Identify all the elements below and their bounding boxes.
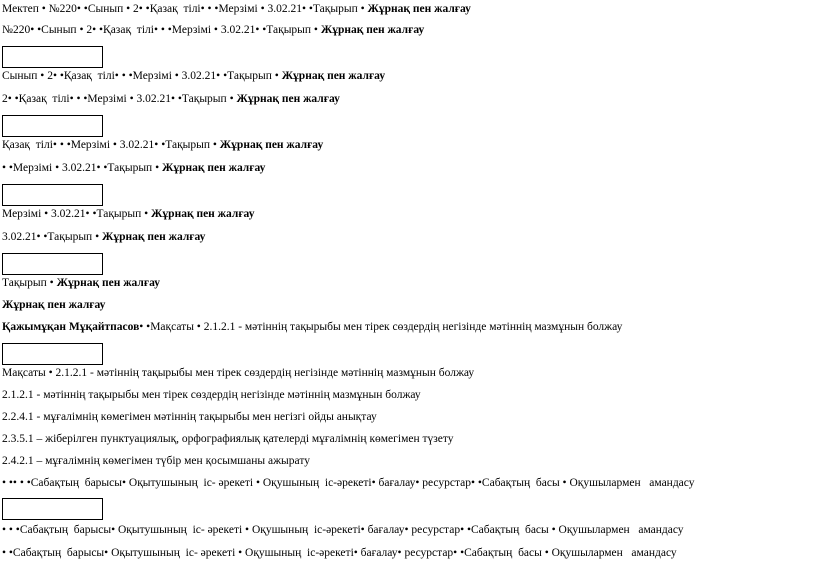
text-line-5 — [2, 138, 323, 152]
image-placeholder-box — [2, 115, 103, 137]
text-line-14 — [2, 410, 377, 424]
image-placeholder-box — [2, 46, 103, 68]
line-plain-text: Қазақ тілі• • •Мерзімі • 3.02.21• •Тақырып • — [2, 139, 220, 151]
text-line-4 — [2, 92, 340, 106]
text-line-2 — [2, 23, 424, 37]
line-plain-text: 2• •Қазақ тілі• • •Мерзімі • 3.02.21• •Тақырып • — [2, 93, 237, 105]
text-line-8 — [2, 230, 205, 244]
line-plain-text: • • •Сабақтың барысы• Оқытушының іс- әрекеті • Оқушының іс-әрекеті• бағалау• ресурстар• •Сабақтың басы • Оқушылармен амандасу — [2, 524, 684, 536]
text-line-7 — [2, 207, 254, 221]
line-bold-text: Жұрнақ пен жалғау — [219, 139, 324, 151]
image-placeholder-box — [2, 253, 103, 275]
image-placeholder-box — [2, 343, 103, 365]
text-line-3 — [2, 69, 385, 83]
text-line-19 — [2, 546, 677, 560]
line-plain-text: • •Мерзімі • 3.02.21• •Тақырып • — [2, 162, 162, 174]
line-plain-text: 3.02.21• •Тақырып • — [2, 231, 102, 243]
line-plain-text: 2.3.5.1 – жіберілген пунктуациялық, орфографиялық қателерді мұғалімнің көмегімен түзету — [2, 433, 454, 445]
text-line-17 — [2, 476, 694, 490]
line-plain-text: №220• •Сынып • 2• •Қазақ тілі• • •Мерзімі • 3.02.21• •Тақырып • — [2, 24, 321, 36]
text-line-16 — [2, 454, 310, 468]
line-bold-text: Жұрнақ пен жалғау — [320, 24, 425, 36]
text-line-15 — [2, 432, 454, 446]
line-bold-text: Жұрнақ пен жалғау — [151, 208, 255, 220]
text-line-13 — [2, 388, 421, 402]
text-line-10 — [2, 298, 105, 312]
line-plain-text: Мақсаты • 2.1.2.1 - мәтіннің тақырыбы мен тірек сөздердің негізінде мәтіннің мазмұнын болжау — [2, 367, 475, 379]
line-bold-text: Жұрнақ пен жалғау — [367, 3, 471, 15]
author-name: Қажымұқан Мұқайтпасов — [2, 321, 140, 333]
line-bold-text: Жұрнақ пен жалғау — [236, 93, 340, 105]
line-bold-text: Жұрнақ пен жалғау — [56, 277, 160, 289]
line-plain-text: Сынып • 2• •Қазақ тілі• • •Мерзімі • 3.02.21• •Тақырып • — [2, 70, 282, 82]
line-bold-text: Жұрнақ пен жалғау — [102, 231, 206, 243]
image-placeholder-box — [2, 498, 103, 520]
line-plain-text: Мерзімі • 3.02.21• •Тақырып • — [2, 208, 152, 220]
text-line-11 — [2, 320, 622, 334]
line-plain-text: • •• • •Сабақтың барысы• Оқытушының іс- әрекеті • Оқушының іс-әрекеті• бағалау• ресурстар• •Сабақтың басы • Оқушылармен амандасу — [2, 477, 695, 489]
line-bold-text: Жұрнақ пен жалғау — [2, 299, 106, 311]
text-line-6 — [2, 161, 265, 175]
line-bold-text: Жұрнақ пен жалғау — [161, 162, 266, 174]
line-bold-text: Жұрнақ пен жалғау — [281, 70, 386, 82]
text-line-9 — [2, 276, 160, 290]
image-placeholder-box — [2, 184, 103, 206]
line-plain-text: Мектеп • №220• •Сынып • 2• •Қазақ тілі• • •Мерзімі • 3.02.21• •Тақырып • — [2, 3, 368, 15]
line-plain-text: 2.4.2.1 – мұғалімнің көмегімен түбір мен қосымшаны ажырату — [2, 455, 310, 467]
text-line-1 — [2, 2, 471, 16]
text-line-18 — [2, 523, 684, 537]
line-plain-text: 2.1.2.1 - мәтіннің тақырыбы мен тірек сөздердің негізінде мәтіннің мазмұнын болжау — [2, 389, 421, 401]
line-plain-text: Тақырып • — [2, 277, 57, 289]
line-plain-text: 2.2.4.1 - мұғалімнің көмегімен мәтіннің тақырыбы мен негізгі ойды анықтау — [2, 411, 377, 423]
line-plain-text: • •Мақсаты • 2.1.2.1 - мәтіннің тақырыбы мен тірек сөздердің негізінде мәтіннің мазмұнын болжау — [139, 321, 623, 333]
line-plain-text: • •Сабақтың барысы• Оқытушының іс- әрекеті • Оқушының іс-әрекеті• бағалау• ресурстар• •Сабақтың басы • Оқушылармен амандасу — [2, 547, 677, 559]
text-line-12 — [2, 366, 474, 380]
